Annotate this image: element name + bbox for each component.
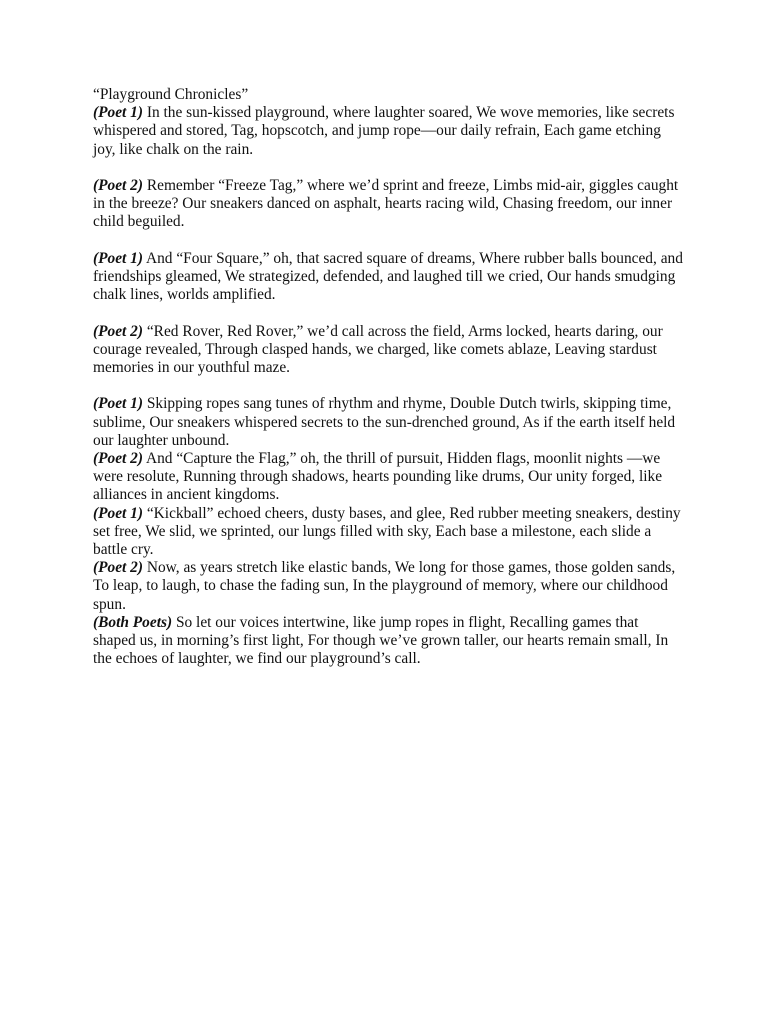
- stanza-text: “Red Rover, Red Rover,” we’d call across the field, Arms locked, hearts daring, our courage revealed, Through clasped hands, we charged, like comets ablaze, Leaving stardust memories in our youthful maze.: [93, 322, 663, 376]
- speaker-label: (Poet 2): [93, 177, 143, 194]
- speaker-label: (Poet 2): [93, 559, 143, 577]
- stanza-2: [93, 177, 683, 232]
- stanza-4: [93, 323, 683, 378]
- document-page: [93, 86, 683, 668]
- stanza-text: Skipping ropes sang tunes of rhythm and rhyme, Double Dutch twirls, skipping time, sublime, Our sneakers whispered secrets to the sun-drenched ground, As if the earth itself held our laughter unbound.: [93, 395, 676, 449]
- stanza-9: [93, 614, 683, 669]
- speaker-label: (Poet 1): [93, 104, 143, 122]
- stanza-6: [93, 450, 683, 505]
- speaker-label: (Poet 1): [93, 504, 143, 522]
- stanza-3: [93, 250, 683, 305]
- speaker-label: (Poet 2): [93, 322, 143, 340]
- stanza-text: And “Four Square,” oh, that sacred square of dreams, Where rubber balls bounced, and friendships gleamed, We strategized, defended, and laughed till we cried, Our hands smudging chalk lines, worlds amplified.: [93, 249, 683, 304]
- poem-title: “Playground Chronicles”: [93, 86, 249, 103]
- stanza-text: Now, as years stretch like elastic bands, We long for those games, those golden sands, To leap, to laugh, to chase the fading sun, In the playground of memory, where our childhood spun.: [93, 559, 676, 613]
- speaker-label: (Poet 1): [93, 395, 143, 413]
- speaker-label: (Poet 2): [93, 450, 143, 467]
- stanza-8: [93, 559, 683, 614]
- speaker-label: (Poet 1): [93, 249, 143, 267]
- stanza-text: “Kickball” echoed cheers, dusty bases, and glee, Red rubber meeting sneakers, destiny set free, We slid, we sprinted, our lungs filled with sky, Each base a milestone, each slide a battle cry.: [93, 504, 681, 559]
- stanza-text: In the sun-kissed playground, where laughter soared, We wove memories, like secrets whispered and stored, Tag, hopscotch, and jump rope—our daily refrain, Each game etching joy, like chalk on the rain.: [93, 104, 675, 158]
- stanza-1: [93, 104, 683, 159]
- stanza-text: So let our voices intertwine, like jump ropes in flight, Recalling games that shaped us, in morning’s first light, For though we’ve grown taller, our hearts remain small, In the echoes of laughter, we find our playground’s call.: [93, 613, 669, 668]
- stanza-7: [93, 505, 683, 560]
- stanza-text: And “Capture the Flag,” oh, the thrill of pursuit, Hidden flags, moonlit nights —we were resolute, Running through shadows, hearts pounding like drums, Our unity forged, like alliances in ancient kingdoms.: [93, 450, 663, 504]
- stanza-text: Remember “Freeze Tag,” where we’d sprint and freeze, Limbs mid-air, giggles caught in the breeze? Our sneakers danced on asphalt, hearts racing wild, Chasing freedom, our inner child beguiled.: [93, 177, 679, 231]
- stanza-5: [93, 395, 683, 450]
- speaker-label: (Both Poets): [93, 613, 173, 631]
